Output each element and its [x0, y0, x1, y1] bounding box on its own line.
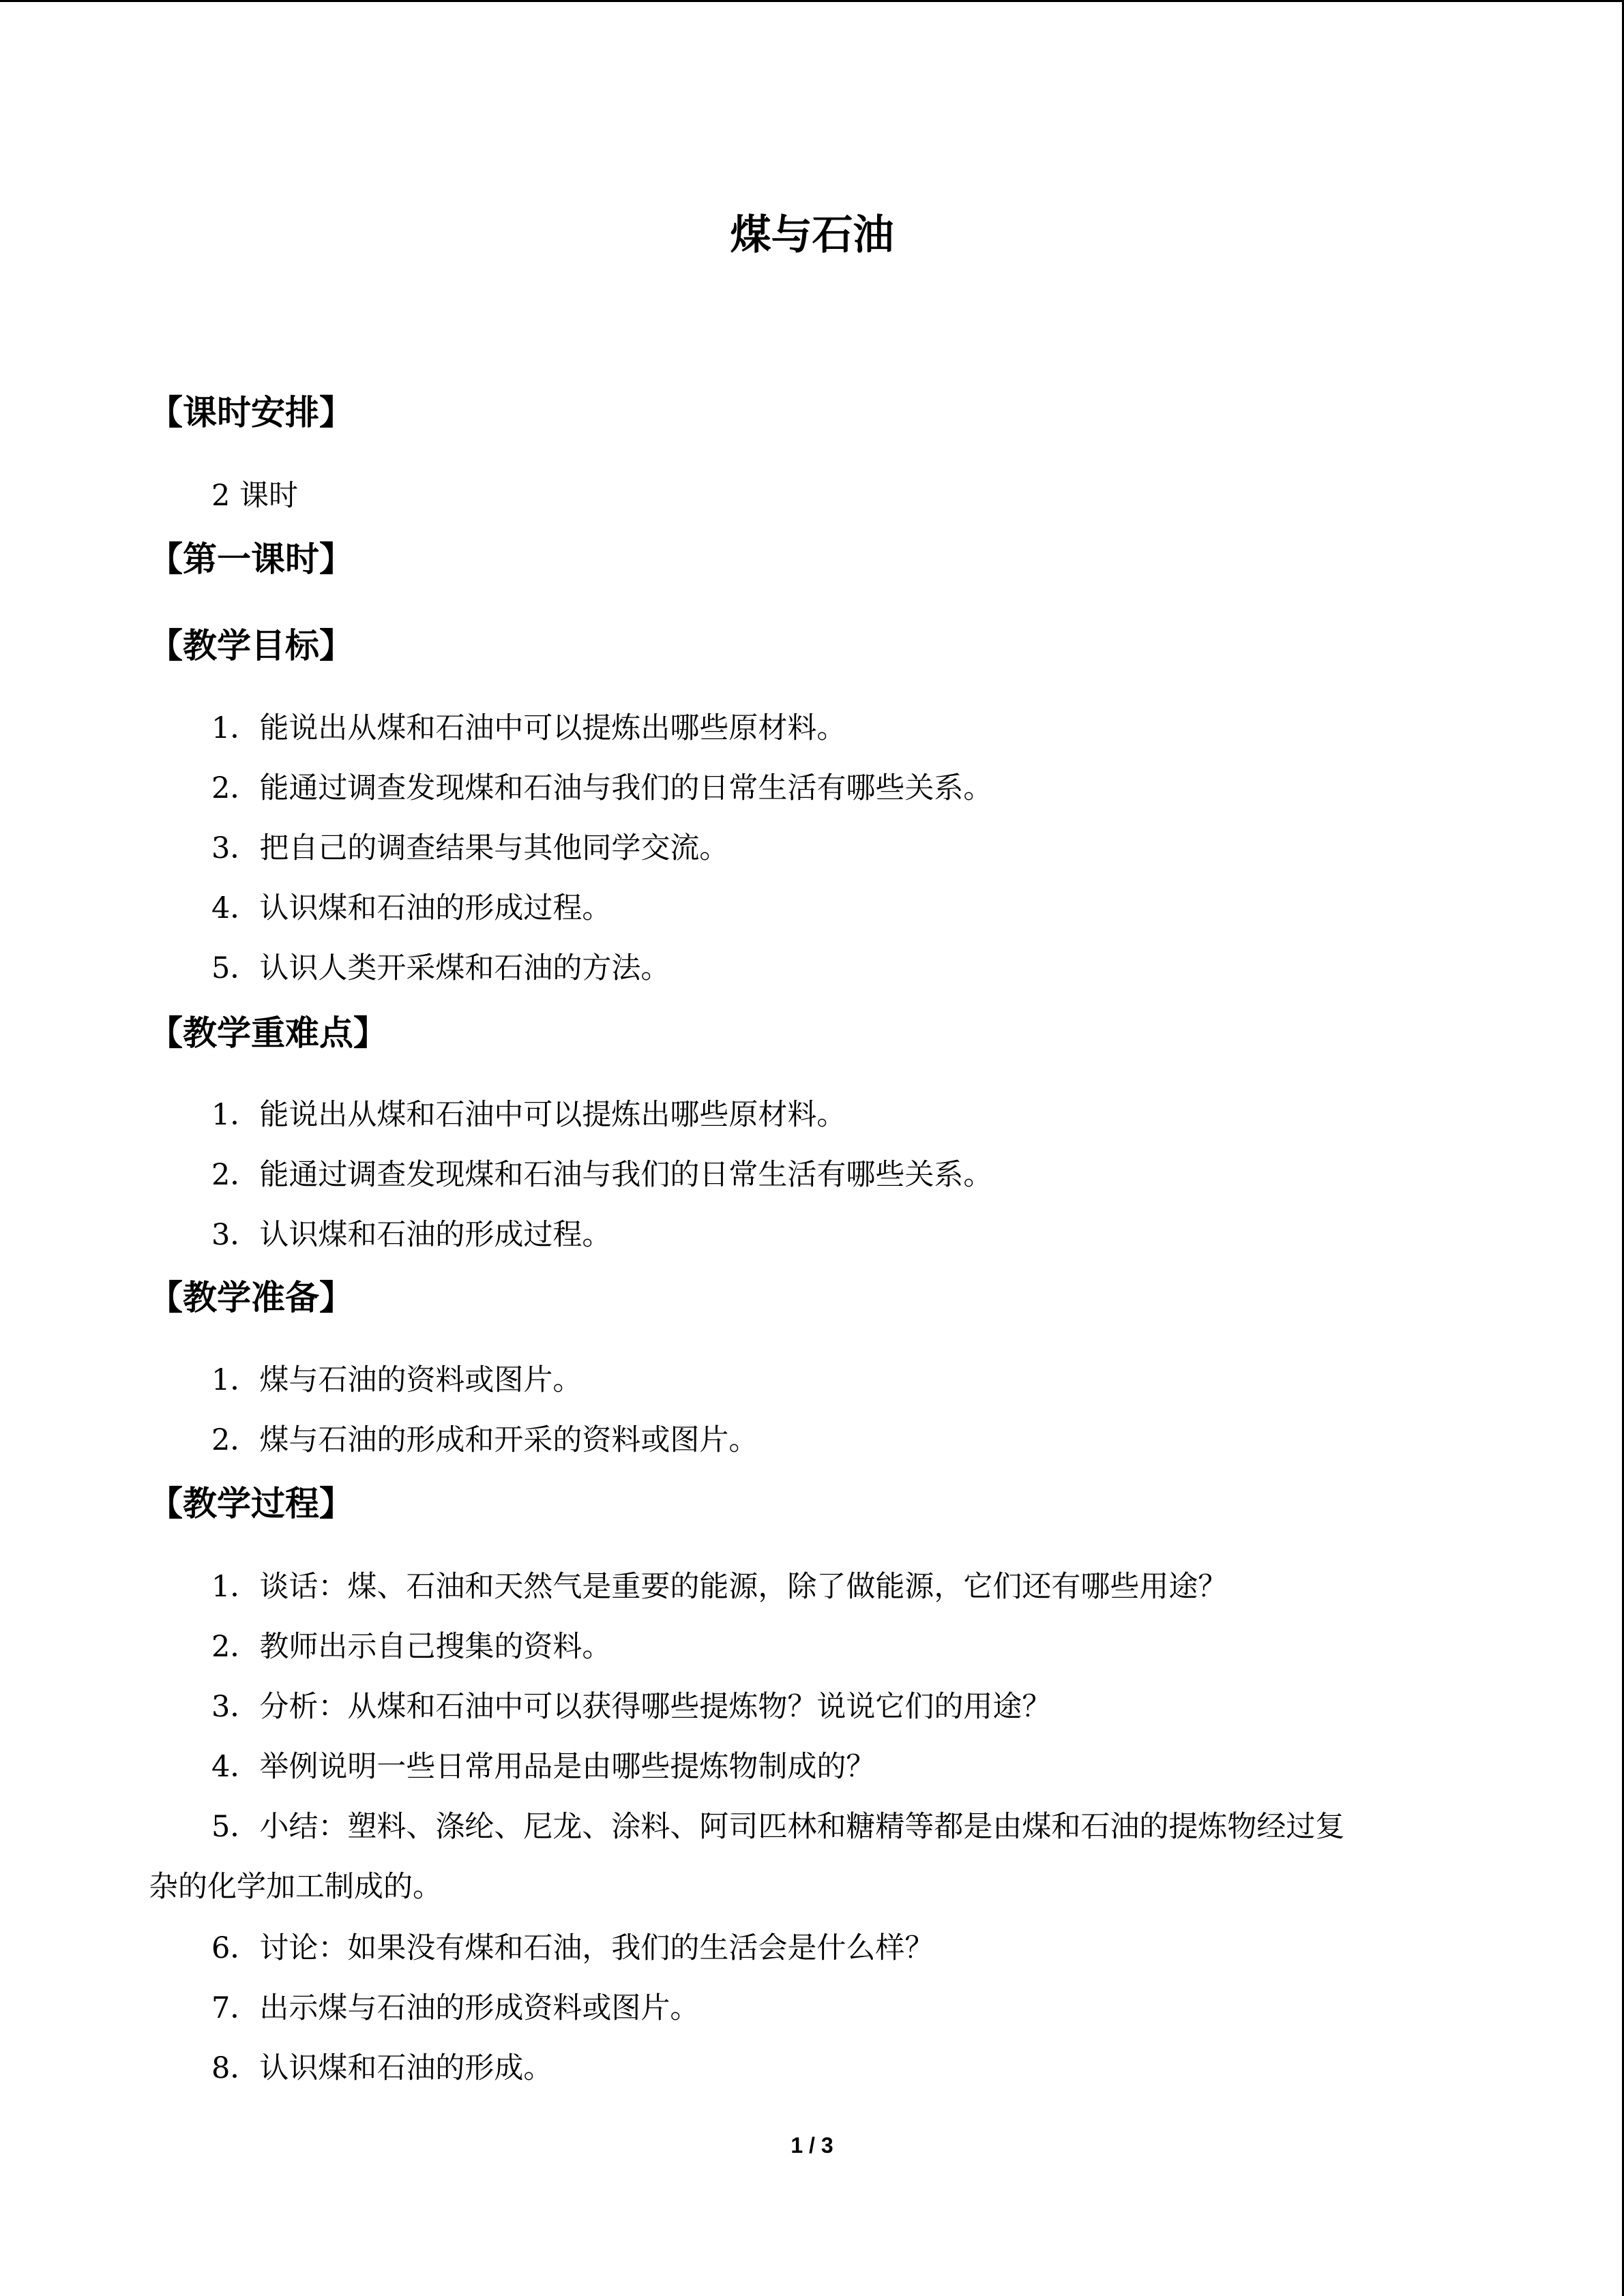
heading-key-points: 【教学重难点】: [149, 1013, 387, 1053]
key-point-item: 2．能通过调查发现煤和石油与我们的日常生活有哪些关系。: [211, 1158, 993, 1192]
schedule-content: 2 课时: [211, 479, 299, 513]
process-item: 7．出示煤与石油的形成资料或图片。: [211, 1991, 700, 2025]
heading-preparation: 【教学准备】: [149, 1278, 353, 1317]
process-item: 1．谈话：煤、石油和天然气是重要的能源，除了做能源，它们还有哪些用途？: [211, 1570, 1228, 1604]
goal-item: 2．能通过调查发现煤和石油与我们的日常生活有哪些关系。: [211, 771, 993, 805]
process-item: 4．举例说明一些日常用品是由哪些提炼物制成的？: [211, 1750, 876, 1784]
heading-process: 【教学过程】: [149, 1484, 353, 1523]
goal-item: 3．把自己的调查结果与其他同学交流。: [211, 831, 729, 865]
process-item: 8．认识煤和石油的形成。: [211, 2051, 553, 2085]
heading-goals: 【教学目标】: [149, 626, 353, 666]
preparation-item: 1．煤与石油的资料或图片。: [211, 1363, 582, 1397]
page-title: 煤与石油: [730, 211, 894, 259]
key-point-item: 3．认识煤和石油的形成过程。: [211, 1218, 612, 1252]
page-border-top: [0, 0, 1624, 2]
process-item: 5．小结：塑料、涤纶、尼龙、涂料、阿司匹林和糖精等都是由煤和石油的提炼物经过复: [211, 1810, 1345, 1844]
goal-item: 5．认识人类开采煤和石油的方法。: [211, 951, 670, 985]
process-item-continuation: 杂的化学加工制成的。: [149, 1870, 442, 1904]
goal-item: 1．能说出从煤和石油中可以提炼出哪些原材料。: [211, 711, 846, 745]
preparation-item: 2．煤与石油的形成和开采的资料或图片。: [211, 1423, 758, 1457]
heading-first-lesson: 【第一课时】: [149, 539, 353, 579]
process-item: 6．讨论：如果没有煤和石油，我们的生活会是什么样？: [211, 1931, 934, 1965]
key-point-item: 1．能说出从煤和石油中可以提炼出哪些原材料。: [211, 1098, 846, 1132]
process-item: 2．教师出示自己搜集的资料。: [211, 1630, 612, 1664]
page-number: 1 / 3: [791, 2133, 833, 2158]
heading-schedule: 【课时安排】: [149, 393, 353, 432]
process-item: 3．分析：从煤和石油中可以获得哪些提炼物？说说它们的用途？: [211, 1690, 1052, 1724]
goal-item: 4．认识煤和石油的形成过程。: [211, 891, 612, 925]
